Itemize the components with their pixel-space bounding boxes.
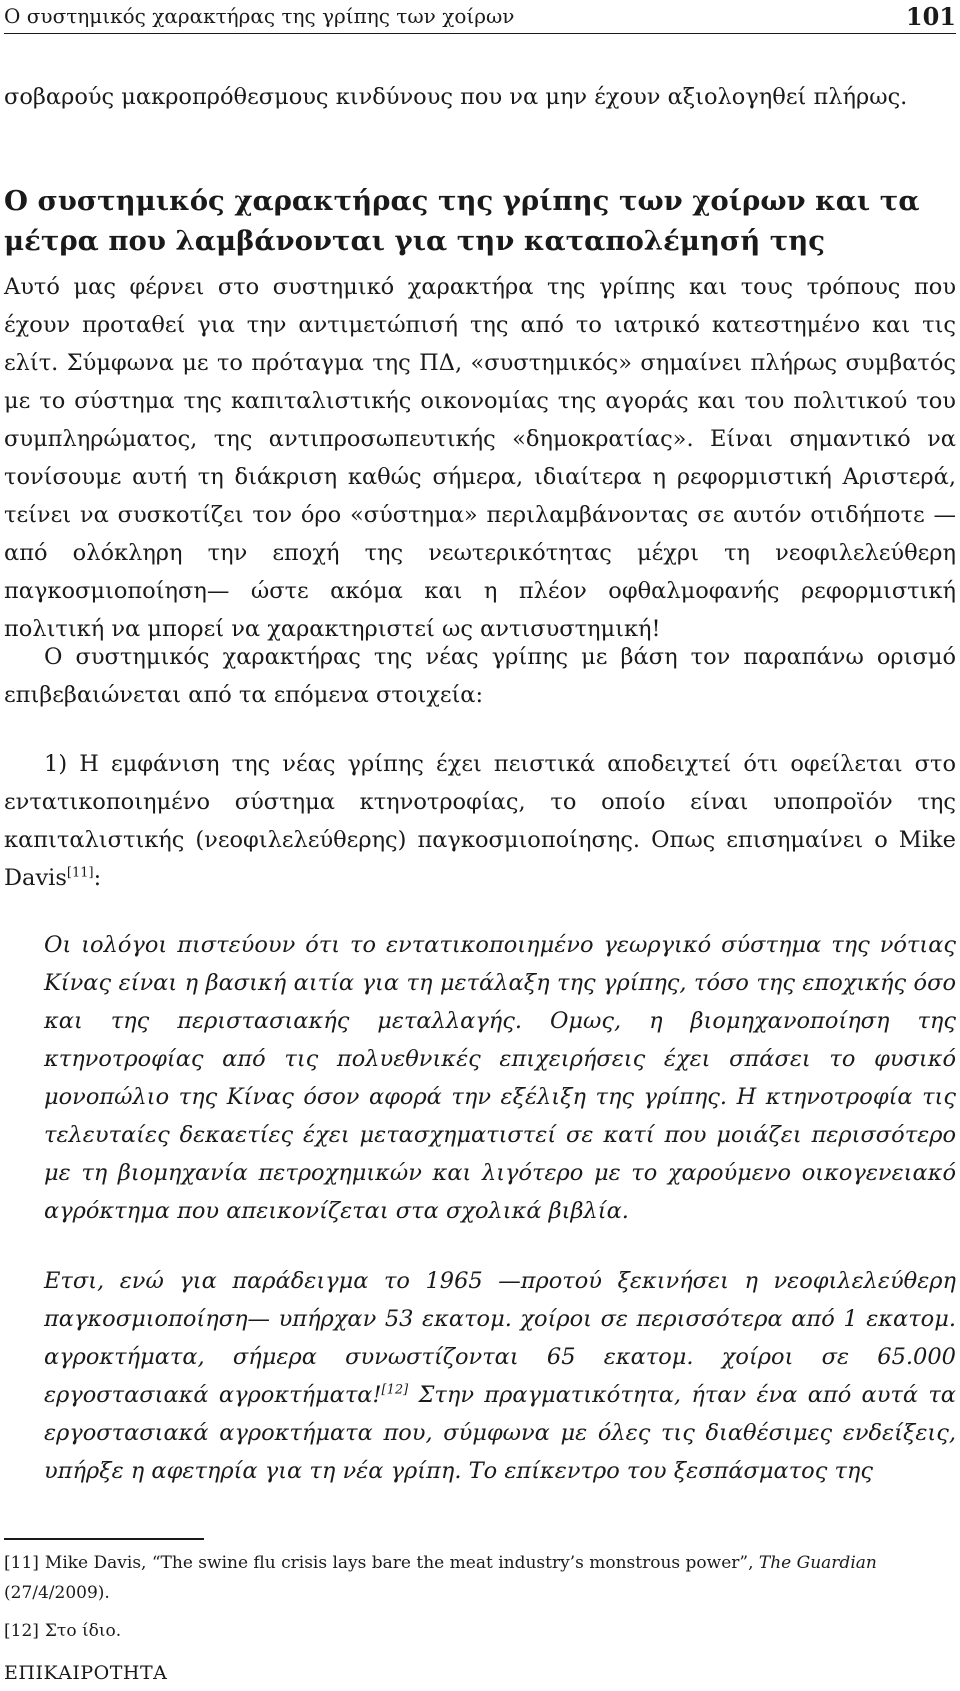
item-1-colon: : [93, 865, 102, 891]
page-number: 101 [905, 2, 956, 31]
footnote-text: Mike Davis, “The swine flu crisis lays bare the meat industry’s monstrous power”, [44, 1553, 759, 1573]
footnotes [4, 1548, 956, 1654]
running-title: Ο συστημικός χαρακτήρας της γρίπης των χοίρων [4, 4, 515, 28]
page-footer: ΕΠΙΚΑΙΡΟΤΗΤΑ [4, 1662, 168, 1684]
numbered-item-1 [4, 745, 956, 897]
footnote-ref-11[interactable]: [11] [66, 865, 94, 881]
section-heading: Ο συστημικός χαρακτήρας της γρίπης των χοίρων και τα μέτρα που λαμβάνονται για την καταπολέμησή της [4, 184, 920, 257]
footnote-12 [4, 1616, 956, 1646]
block-quote-1: Οι ιολόγοι πιστεύουν ότι το εντατικοποιημένο γεωργικό σύστημα της νότιας Κίνας είναι η βασική αιτία για τη μετάλαξη της γρίπης, τόσο της εποχικής όσο και της περιστασιακής μεταλλαγής. Ομως, η βιομηχανοποίηση της κτηνοτροφίας από τις πολυεθνικές επιχειρήσεις έχει σπάσει το φυσικό μονοπώλιο της Κίνας όσον αφορά την εξέλιξη της γρίπης. Η κτηνοτροφία τις τελευταίες δεκαετίες έχει μετασχηματιστεί σε κατί που μοιάζει περισσότερο με τη βιομηχανία πετροχημικών και λιγότερο με το χαρούμενο οικογενειακό αγρόκτημα που απεικονίζεται στα σχολικά βιβλία. [44, 932, 956, 1224]
footnote-ref-12[interactable]: [12] [381, 1382, 409, 1398]
footnote-11 [4, 1548, 956, 1608]
paragraph-systemic: Αυτό μας φέρνει στο συστημικό χαρακτήρα της γρίπης και τους τρόπους που έχουν προταθεί για την αντιμετώπισή της από το ιατρικό κατεστημένο και τις ελίτ. Σύμφωνα με το πρόταγμα της ΠΔ, «συστημικός» σημαίνει πλήρως συμβατός με το σύστημα της καπιταλιστικής οικονομίας της αγοράς και του πολιτικού του συμπληρώματος, της αντιπροσωπευτικής «δημοκρατίας». Είναι σημαντικό να τονίσουμε αυτή τη διάκριση καθώς σήμερα, ιδιαίτερα η ρεφορμιστική Αριστερά, τείνει να συσκοτίζει τον όρο «σύστημα» περιλαμβάνοντας σε αυτόν οτιδήποτε —από ολόκληρη την εποχή της νεωτερικότητας μέχρι τη νεοφιλελεύθερη παγκοσμιοποίηση— ώστε ακόμα και η πλέον οφθαλμοφανής ρεφορμιστική πολιτική να μπορεί να χαρακτηριστεί ως αντισυστημική! [4, 274, 956, 642]
paragraph-confirmation: Ο συστημικός χαρακτήρας της νέας γρίπης με βάση τον παραπάνω ορισμό επιβεβαιώνεται από τα επόμενα στοιχεία: [4, 644, 956, 708]
continued-text: σοβαρούς μακροπρόθεσμους κινδύνους που να μην έχουν αξιολογηθεί πλήρως. [4, 84, 908, 110]
footnote-text: Στο ίδιο. [44, 1621, 122, 1641]
quote-2-text-start: Ετσι, ενώ για παράδειγμα το 1965 —προτού ξεκινήσει η νεοφιλελεύθερη παγκοσμιοποίηση— υπήρχαν 53 εκατομ. χοίροι σε περισσότερα από 1 εκατομ. αγροκτήματα, σήμερα συνωστίζονται 65 εκατομ. χοίροι σε 65.000 εργοστασιακά αγροκτήματα! [44, 1268, 956, 1408]
footnote-number: [12] [4, 1621, 39, 1641]
header-rule [4, 33, 956, 34]
item-1-text: 1) Η εμφάνιση της νέας γρίπης έχει πειστικά αποδειχτεί ότι οφείλεται στο εντατικοποιημένο σύστημα κτηνοτροφίας, το οποίο είναι υποπροϊόν της καπιταλιστικής (νεοφιλελεύθερης) παγκοσμιοποίησης. Οπως επισημαίνει ο Mike Davis [4, 751, 956, 891]
footnote-date: (27/4/2009). [4, 1583, 110, 1603]
footnote-separator [4, 1538, 204, 1540]
block-quote-2 [44, 1262, 956, 1490]
footnote-source: The Guardian [758, 1553, 877, 1573]
running-header [4, 2, 956, 32]
footnote-number: [11] [4, 1553, 39, 1573]
quote-2-text-end: Στην πραγματικότητα, ήταν ένα από αυτά τα εργοστασιακά αγροκτήματα που, σύμφωνα με όλες τις διαθέσιμες ενδείξεις, υπήρξε η αφετηρία για τη νέα γρίπη. Το επίκεντρο του ξεσπάσματος της [44, 1382, 956, 1484]
